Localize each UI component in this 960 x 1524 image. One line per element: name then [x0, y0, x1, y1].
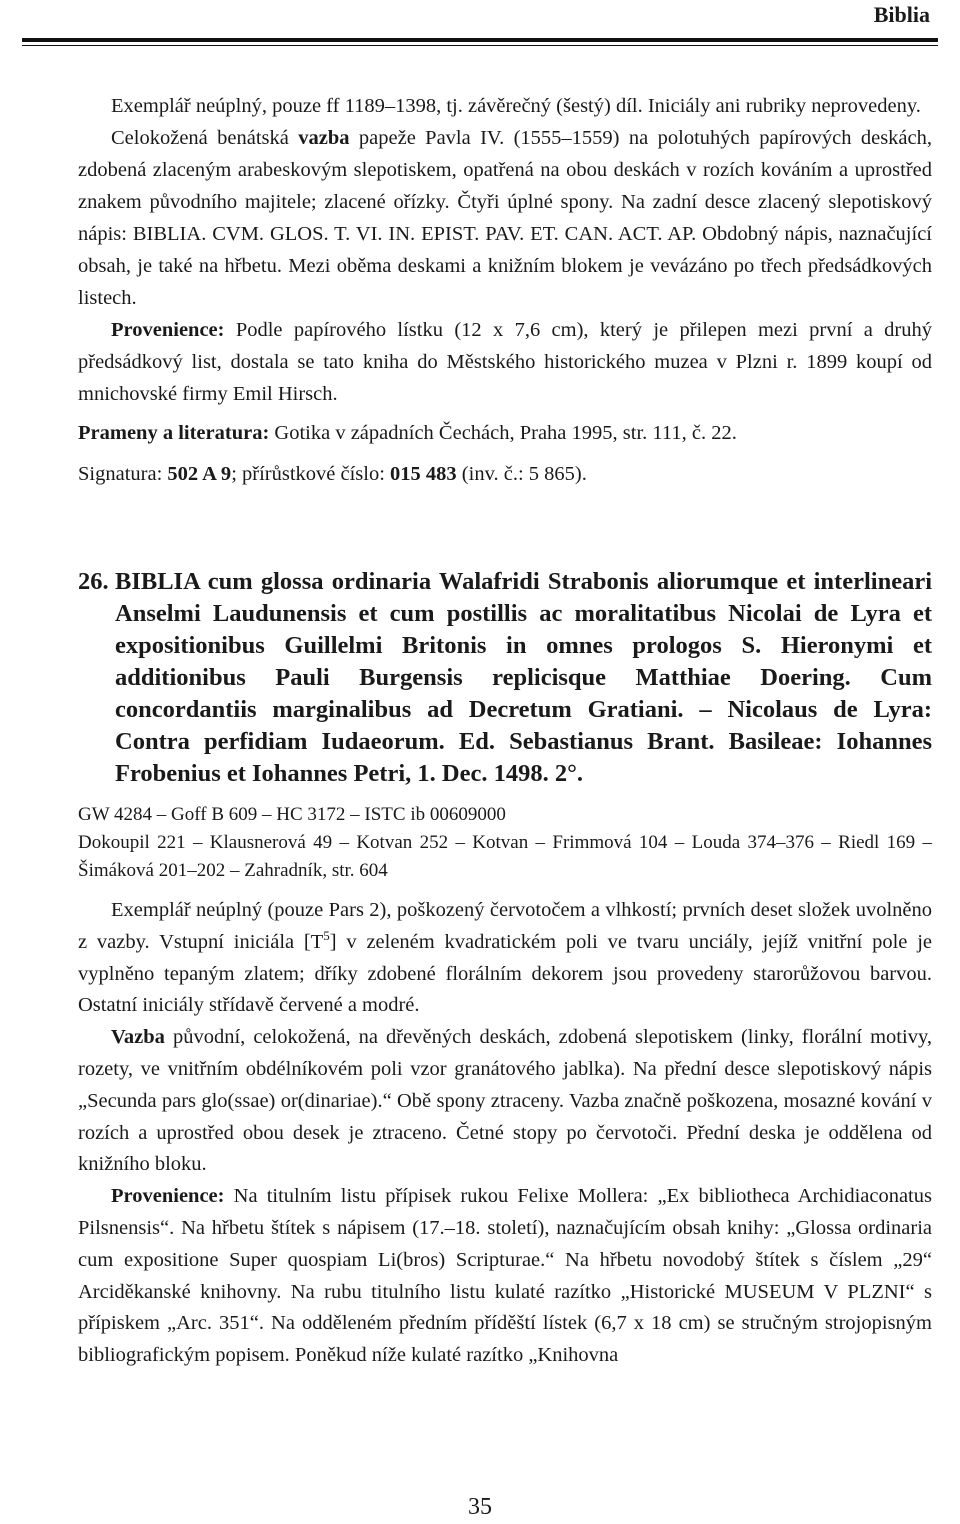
binding-label: Vazba	[111, 1026, 165, 1049]
page-number: 35	[468, 1494, 492, 1520]
provenance-label: Provenience:	[111, 1185, 225, 1208]
signature-label: Signatura:	[78, 463, 168, 485]
copy-text-b: ] v zeleném kvadratickém poli ve tvaru unciály, jejíž vnitřní pole je vyplněno tepaným zlatem; dříky zdobené florálním dekorem jsou provedeny starorůžovou barvou. Ostatní iniciály střídavě červené a modré.	[78, 930, 932, 1017]
copy-description	[78, 895, 932, 1022]
provenance-text: Na titulním listu přípisek rukou Felixe Mollera: „Ex bibliotheca Archidiaconatus Pilsnensis“. Na hřbetu štítek s nápisem (17.–18. století), naznačujícím obsah knihy: „Glossa ordinaria cum expositione Super quospiam Li(bros) Scripturae.“ Na hřbetu novodobý štítek s číslem „29“ Arciděkanské knihovny. Na rubu titulního listu kulaté razítko „Historické MUSEUM V PLZNI“ s přípiskem „Arc. 351“. Na odděleném předním příděští lístek (6,7 x 18 cm) se stručným strojopisným bibliografickým popisem. Poněkud níže kulaté razítko „Knihovna	[78, 1185, 932, 1367]
initial-height-sup: 5	[323, 927, 330, 943]
provenance-text: Podle papírového lístku (12 x 7,6 cm), který je přilepen mezi první a druhý předsádkový list, dostala se tato kniha do Městského historického muzea v Plzni r. 1899 koupí od mnichovské firmy Emil Hirsch.	[78, 319, 932, 405]
copy-description: Exemplář neúplný, pouze ff 1189–1398, tj. závěrečný (šestý) díl. Iniciály ani rubriky neprovedeny.	[111, 95, 921, 117]
running-title: Biblia	[873, 2, 930, 27]
entry-26-heading	[78, 566, 932, 790]
header-rule-thick	[22, 38, 938, 42]
provenance-label: Provenience:	[111, 319, 225, 341]
references-line-1: GW 4284 – Goff B 609 – HC 3172 – ISTC ib 00609000	[78, 804, 506, 825]
entry-26-description	[78, 895, 932, 1372]
entry-25-description	[78, 90, 932, 490]
accession-label: ; přírůstkové číslo:	[231, 463, 391, 485]
sources-paragraph	[78, 417, 932, 449]
provenance-paragraph	[78, 1181, 932, 1372]
binding-text-b: papeže Pavla IV. (1555–1559) na polotuhých papírových deskách, zdobená zlaceným arabeskovým slepotiskem, opatřená na obou deskách v rozích kováním a uprostřed znakem původního majitele; zlacené ořízky. Čtyři úplné spony. Na zadní desce zlacený slepotiskový nápis: BIBLIA. CVM. GLOS. T. VI. IN. EPIST. PAV. ET. CAN. ACT. AP. Obdobný nápis, naznačující obsah, je také na hřbetu. Mezi oběma deskami a knižním blokem je vevázáno po třech předsádkových listech.	[78, 127, 933, 309]
binding-label: vazba	[298, 127, 350, 149]
binding-paragraph	[78, 1022, 932, 1181]
header-rule-thin	[22, 45, 938, 46]
entry-title: BIBLIA cum glossa ordinaria Walafridi Strabonis aliorumque et interlineari Anselmi Laudunensis et cum postillis ac moralitatibus Nicolai de Lyra et expositionibus Guillelmi Britonis in omnes prologos S. Hieronymi et additionibus Pauli Burgensis replicisque Matthiae Doering. Cum concordantiis marginalibus ad Decretum Gratiani. – Nicolaus de Lyra: Contra perfidiam Iudaeorum. Ed. Sebastianus Brant. Basileae: Iohannes Frobenius et Iohannes Petri, 1. Dec. 1498. 2°.	[115, 568, 932, 787]
signature-paragraph	[78, 458, 932, 490]
bibliographic-references	[78, 801, 932, 885]
entry-number: 26.	[78, 568, 109, 595]
copy-text-a: Exemplář neúplný (pouze Pars 2), poškozený červotočem a vlhkostí; prvních deset složek uvolněno z vazby. Vstupní iniciála [T	[78, 899, 932, 953]
provenance-paragraph	[78, 314, 932, 410]
binding-text: původní, celokožená, na dřevěných deskách, zdobená slepotiskem (linky, florální motivy, rozety, ve vnitřním obdélníkovém poli vzor granátového jablka). Na přední desce slepotiskový nápis „Secunda pars glo(ssae) or(dinariae).“ Obě spony ztraceny. Vazba značně poškozena, mosazné kování v rozích a uprostřed obou desek je ztraceno. Četné stopy po červotoči. Přední deska je oddělena od knižního bloku.	[78, 1026, 932, 1176]
inventory-text: (inv. č.: 5 865).	[456, 463, 587, 485]
signature-value: 502 A 9	[167, 463, 232, 485]
binding-text-a: Celokožená benátská	[111, 127, 299, 149]
sources-text: Gotika v západních Čechách, Praha 1995, str. 111, č. 22.	[269, 422, 737, 444]
accession-value: 015 483	[390, 463, 457, 485]
binding-paragraph	[78, 122, 932, 314]
references-line-2: Dokoupil 221 – Klausnerová 49 – Kotvan 252 – Kotvan – Frimmová 104 – Louda 374–376 – Riedl 169 – Šimáková 201–202 – Zahradník, str. 604	[78, 832, 932, 881]
sources-label: Prameny a literatura:	[78, 422, 270, 444]
